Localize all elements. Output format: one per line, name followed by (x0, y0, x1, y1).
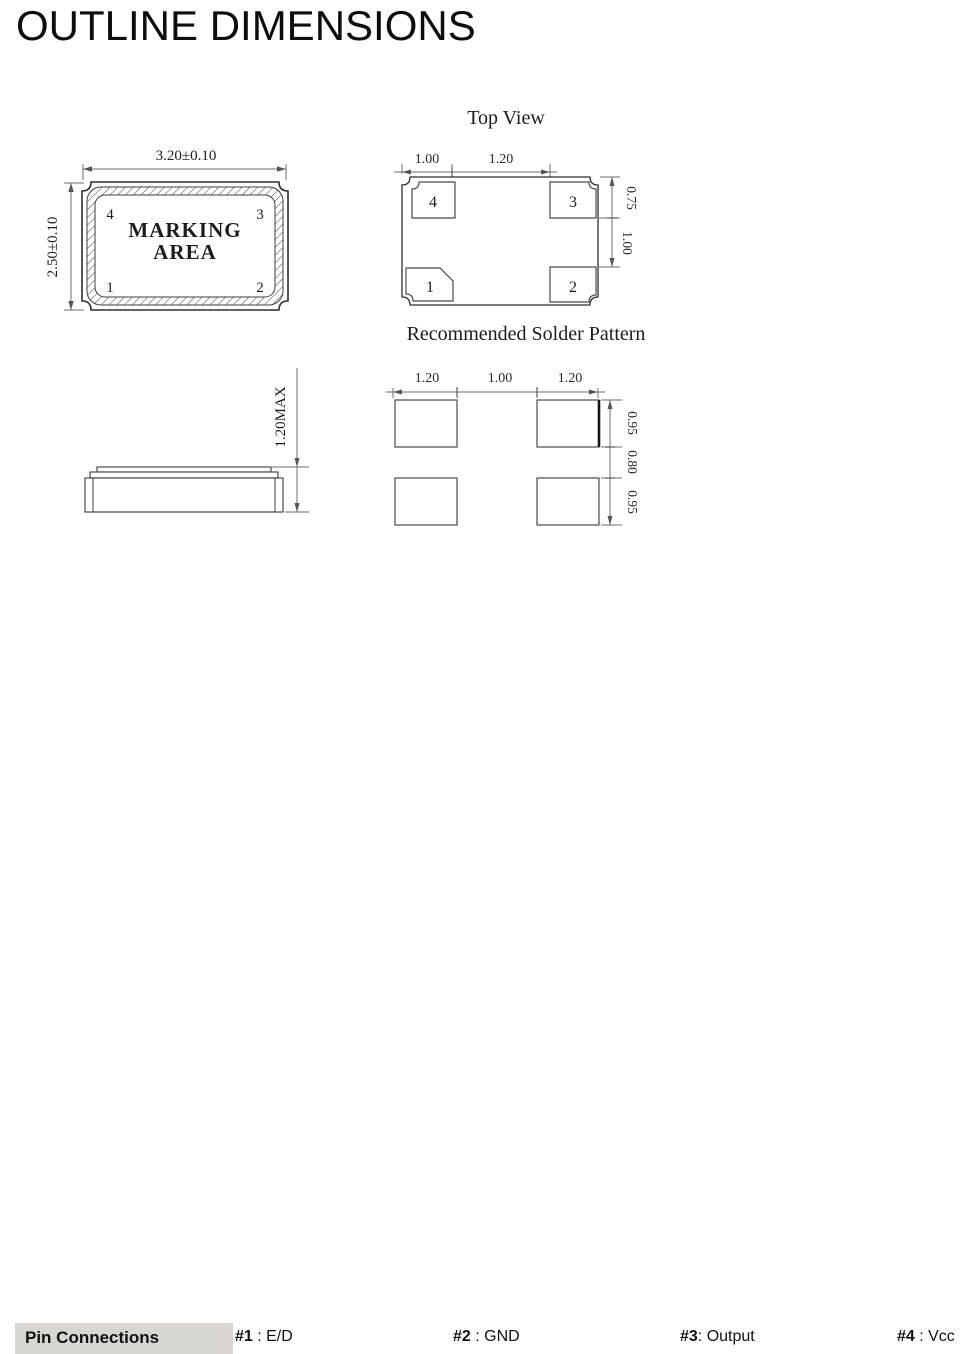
pin4-number: #4 (897, 1328, 915, 1345)
front-pin-1: 1 (106, 280, 114, 296)
front-pin-3: 3 (256, 207, 264, 223)
front-pin-4: 4 (106, 207, 114, 223)
pin3-function: : Output (697, 1328, 755, 1345)
top-view-title: Top View (467, 107, 545, 129)
solder-pad-tl (395, 400, 457, 447)
topview-pad-height-dim: 0.75 (624, 186, 639, 210)
topview-pad-gap-dim: 1.20 (488, 152, 514, 167)
solder-pad-w1-dim: 1.20 (414, 371, 440, 386)
top-view-drawing (380, 100, 670, 315)
solder-pad-bl (395, 478, 457, 525)
dim-arrow-down (608, 516, 613, 525)
solder-vgap-dim: 0.80 (625, 450, 640, 474)
topview-pin-1: 1 (426, 279, 434, 296)
pin4-connection (897, 1328, 955, 1346)
pin2-connection (453, 1328, 520, 1346)
pin4-function: : Vcc (914, 1328, 955, 1345)
topview-pad-width-dim: 1.00 (414, 152, 440, 167)
topview-pad-vgap-dim: 1.00 (620, 231, 635, 255)
solder-pad-w2-dim: 1.20 (557, 371, 583, 386)
solder-h2-dim: 0.95 (625, 490, 640, 514)
pin1-function: : E/D (252, 1328, 293, 1345)
pin1-connection (235, 1328, 293, 1346)
dim-arrow-up (68, 183, 73, 192)
front-pin-2: 2 (256, 280, 264, 296)
dim-arrow-right (277, 166, 286, 171)
dim-arrow-left (402, 170, 411, 175)
pin3-connection (680, 1328, 755, 1346)
pin-connections-label: Pin Connections (25, 1328, 160, 1347)
dim-arrow-left (393, 390, 402, 395)
solder-pad-br (537, 478, 599, 525)
pin-connections-header (15, 1323, 233, 1354)
front-width-dimension: 3.20±0.10 (155, 148, 217, 164)
front-view-drawing (40, 140, 300, 325)
dim-arrow-right (589, 390, 598, 395)
page-title: OUTLINE DIMENSIONS (16, 2, 476, 49)
side-lid (90, 472, 278, 478)
pin2-function: : GND (470, 1328, 520, 1345)
dim-arrow-down (68, 301, 73, 310)
side-view-drawing (60, 355, 310, 520)
dim-arrow-down (610, 258, 615, 267)
side-body (85, 478, 283, 512)
solder-vdim-lines (601, 400, 622, 525)
dim-arrow-up (610, 177, 615, 186)
pin2-number: #2 (453, 1328, 471, 1345)
topview-pin-2: 2 (569, 279, 577, 296)
pin-connections-row (0, 660, 971, 1347)
dim-arrow-down (295, 503, 300, 512)
side-lid-top (97, 467, 271, 472)
dim-arrow-right (541, 170, 550, 175)
dim-arrow-up (608, 400, 613, 409)
topview-pin-4: 4 (429, 194, 437, 211)
topview-vdim-lines (598, 177, 620, 267)
dim-arrow-down (295, 458, 300, 467)
solder-pattern-drawing (380, 318, 670, 543)
dim-arrow-left (83, 166, 92, 171)
marking-area-line1: MARKING (128, 218, 242, 242)
pin1-number: #1 (235, 1328, 253, 1345)
front-width-dim-lines (83, 164, 286, 180)
solder-gap-dim: 1.00 (487, 371, 513, 386)
topview-pin-3: 3 (569, 194, 577, 211)
marking-area-line2: AREA (153, 240, 217, 264)
front-height-dim-lines (64, 183, 84, 310)
front-height-dimension: 2.50±0.10 (45, 216, 61, 278)
solder-pattern-title: Recommended Solder Pattern (406, 323, 646, 345)
solder-hdim-lines (386, 388, 605, 398)
solder-pad-tr (537, 400, 599, 447)
pin3-number: #3 (680, 1328, 698, 1345)
side-height-dimension: 1.20MAX (273, 386, 289, 448)
solder-h1-dim: 0.95 (625, 411, 640, 435)
